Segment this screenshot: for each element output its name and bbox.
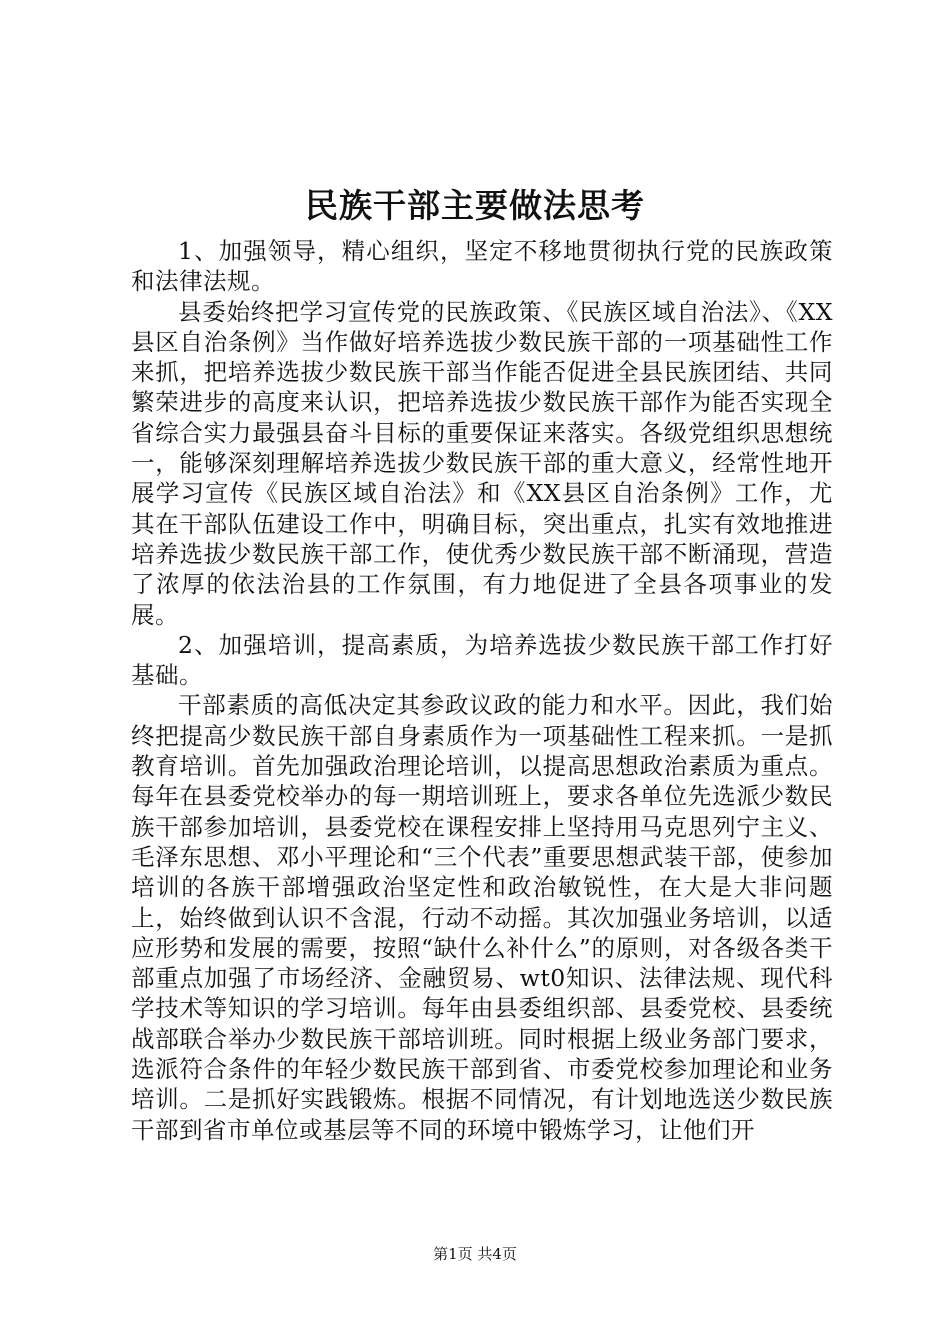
paragraph-heading-2: 2、加强培训，提高素质，为培养选拔少数民族干部工作打好基础。 bbox=[131, 630, 833, 690]
page-number-footer: 第1页 共4页 bbox=[433, 1245, 517, 1263]
paragraph-heading-1: 1、加强领导，精心组织，坚定不移地贯彻执行党的民族政策和法律法规。 bbox=[131, 237, 833, 296]
paragraph-body-1: 县委始终把学习宣传党的民族政策、《民族区域自治法》、《XX县区自治条例》当作做好培养选拔少数民族干部的一项基础性工作来抓，把培养选拔少数民族干部当作能否促进全县民族团结、共同繁荣进步的高度来认识，把培养选拔少数民族干部作为能否实现全省综合实力最强县奋斗目标的重要保证来落实。各级党组织思想统一，能够深刻理解培养选拔少数民族干部的重大意义，经常性地开展学习宣传《民族区域自治法》和《XX县区自治条例》工作，尤其在干部队伍建设工作中，明确目标，突出重点，扎实有效地推进培养选拔少数民族干部工作，使优秀少数民族干部不断涌现，营造了浓厚的依法治县的工作氛围，有力地促进了全县各项事业的发展。 bbox=[131, 297, 833, 629]
page-title: 民族干部主要做法思考 bbox=[305, 186, 645, 225]
document-body bbox=[131, 236, 833, 1145]
paragraph-body-2: 干部素质的高低决定其参政议政的能力和水平。因此，我们始终把提高少数民族干部自身素质作为一项基础性工程来抓。一是抓教育培训。首先加强政治理论培训，以提高思想政治素质为重点。每年在县委党校举办的每一期培训班上，要求各单位先选派少数民族干部参加培训，县委党校在课程安排上坚持用马克思列宁主义、毛泽东思想、邓小平理论和“三个代表”重要思想武装干部，使参加培训的各族干部增强政治坚定性和政治敏锐性，在大是大非问题上，始终做到认识不含混，行动不动摇。其次加强业务培训，以适应形势和发展的需要，按照“缺什么补什么”的原则，对各级各类干部重点加强了市场经济、金融贸易、wt0知识、法律法规、现代科学技术等知识的学习培训。每年由县委组织部、县委党校、县委统战部联合举办少数民族干部培训班。同时根据上级业务部门要求，选派符合条件的年轻少数民族干部到省、市委党校参加理论和业务培训。二是抓好实践锻炼。根据不同情况，有计划地选送少数民族干部到省市单位或基层等不同的环境中锻炼学习，让他们开 bbox=[131, 691, 833, 1144]
